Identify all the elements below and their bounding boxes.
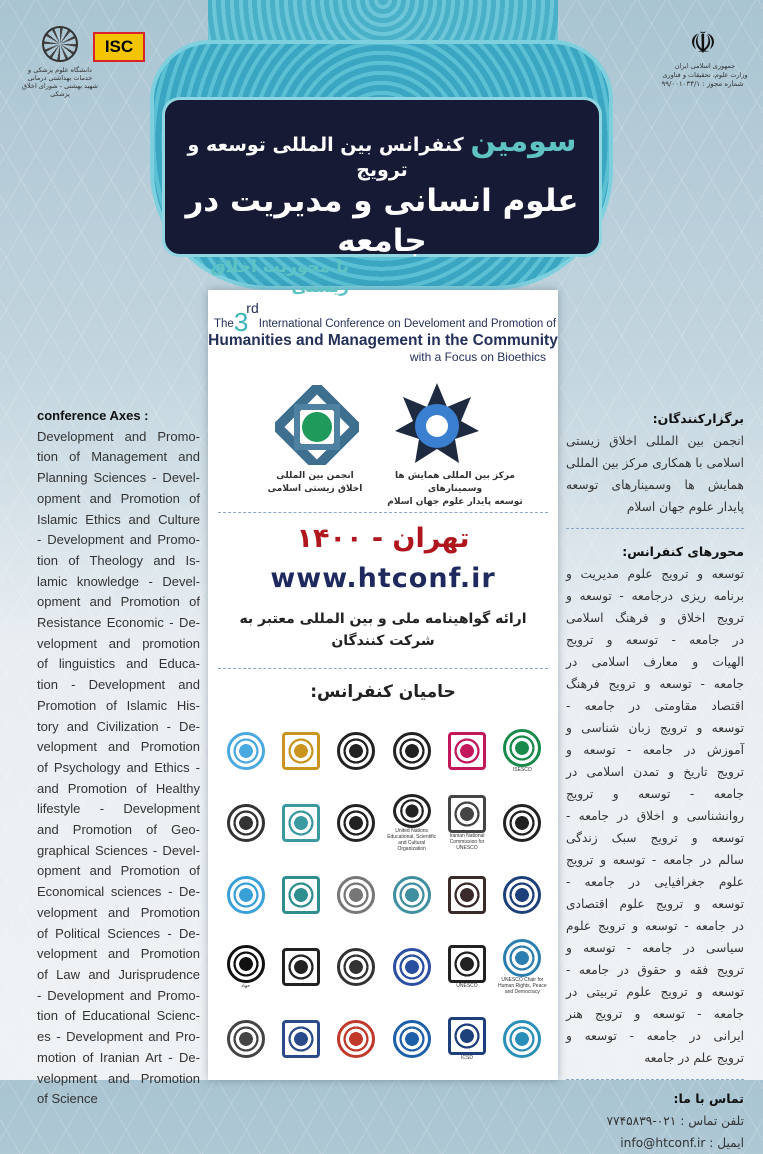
banner-line1: کنفرانس بین المللی توسعه و ترویج <box>187 134 464 181</box>
axes-line-en: velopment and Promotion <box>37 904 200 920</box>
city-year: تهران - ۱۴۰۰ <box>296 523 470 554</box>
sponsor-emblem-icon <box>448 795 486 833</box>
sponsor-logo <box>495 938 550 996</box>
sponsor-emblem-icon <box>227 876 265 914</box>
sponsor-emblem-icon <box>503 729 541 767</box>
sponsor-emblem-icon <box>393 948 431 986</box>
sponsor-emblem-icon <box>503 876 541 914</box>
sponsor-emblem-icon <box>337 732 375 770</box>
sponsor-caption: ICSD <box>461 1055 473 1061</box>
sponsor-logo <box>495 722 550 780</box>
title-prefix: The <box>214 318 234 330</box>
organizers-line: انجمن بین المللی اخلاق زیستی <box>566 434 744 448</box>
sponsor-emblem-icon <box>282 948 320 986</box>
iran-emblem-icon: ☫ <box>689 26 717 61</box>
axes-heading-fa: محورهای کنفرانس: <box>622 544 744 559</box>
sponsor-emblem-icon <box>337 948 375 986</box>
axes-line-fa: ترویج تاریخ و تمدن اسلامی در <box>566 765 744 779</box>
phone-label: تلفن تماس : <box>680 1114 744 1128</box>
sponsor-emblem-icon <box>282 732 320 770</box>
axes-line-fa: الهیات و معارف اسلامی در <box>566 655 744 669</box>
axes-line-fa: روانشناسی و اخلاق در جامعه - <box>566 809 744 823</box>
emblem-caption-2: وزارت علوم، تحقیقات و فناوری <box>662 71 748 79</box>
sponsor-logo <box>329 1010 384 1068</box>
emblem-caption-1: جمهوری اسلامی ایران <box>674 62 736 70</box>
sponsor-emblem-icon <box>227 804 265 842</box>
title-suffix: rd <box>246 300 259 316</box>
axes-line-en: of Science <box>37 1091 98 1107</box>
axes-line-fa: ترویج اخلاق و فرهنگ اسلامی <box>566 611 744 625</box>
english-axes-column <box>37 406 200 1110</box>
axes-line-en: - Development and Promo- <box>37 987 200 1003</box>
title-line1: International Conference on Develoment and Promotion of <box>258 318 557 330</box>
sponsor-logo <box>384 794 439 852</box>
axes-line-en: of linguistics and Educa- <box>37 656 200 672</box>
sponsor-logo <box>439 866 494 924</box>
axes-line-fa: ترویج فقه و حقوق در جامعه - <box>566 963 744 977</box>
axes-line-en: lamic knowledge - Devel- <box>37 573 200 589</box>
axes-line-fa: سالم در جامعه - توسعه و ترویج <box>566 853 744 867</box>
organizer-2-line2: توسعه پایدار علوم جهان اسلام <box>387 497 523 507</box>
axes-line-fa: جامعه - توسعه و ترویج هنر <box>566 1007 744 1021</box>
axes-heading-en: conference Axes : <box>37 408 149 423</box>
phone-row <box>566 1110 744 1132</box>
sponsor-logo <box>218 938 273 996</box>
organizer-1-name <box>250 470 380 496</box>
axes-line-en: Islamic Ethics and Culture <box>37 511 200 527</box>
axes-line-en: of Psychology and Ethics - <box>37 759 200 775</box>
sponsor-logo <box>273 938 328 996</box>
sponsor-caption: ISESCO <box>512 767 532 773</box>
title-number: 3 <box>233 307 249 337</box>
sponsor-emblem-icon <box>282 804 320 842</box>
organizer-2-line1: مرکز بین المللی همایش ها وسمینارهای <box>394 471 515 494</box>
axes-line-fa: ترویج علم در جامعه <box>644 1051 744 1065</box>
persian-info-column <box>566 408 744 1154</box>
sponsor-logo <box>384 722 439 780</box>
axes-line-fa: توسعه و ترویج زبان شناسی و <box>566 721 744 735</box>
axes-line-fa: علوم جغرافیایی در جامعه - <box>566 875 744 889</box>
sponsor-caption: United Nations Educational, Scientific and Cultural Organization <box>387 828 437 852</box>
axes-line-en: of Political Sciences - De- <box>37 925 200 941</box>
sponsor-emblem-icon <box>393 794 431 828</box>
axes-line-en: velopment and Promotion <box>37 1070 200 1086</box>
title-banner <box>162 97 602 297</box>
axes-line-en: and Promotion of Geo- <box>37 822 200 838</box>
divider <box>566 528 744 529</box>
sponsor-logo <box>495 1010 550 1068</box>
sponsor-logo <box>329 866 384 924</box>
sponsor-caption: جهاد <box>241 983 251 989</box>
axes-line-fa: ایرانی در جامعه - توسعه و <box>566 1029 744 1043</box>
sponsor-logo <box>329 938 384 996</box>
sponsor-logo <box>218 722 273 780</box>
axes-line-fa: در جامعه - توسعه و ترویج علوم <box>566 919 744 933</box>
axes-line-fa: برنامه ریزی درجامعه - توسعه و <box>566 589 744 603</box>
axes-line-en: tion - Development and <box>37 677 200 693</box>
axes-line-en: motion of Iranian Art - De- <box>37 1049 200 1065</box>
sponsor-logo <box>273 866 328 924</box>
axes-line-en: es - Development and Pro- <box>37 1029 200 1045</box>
banner-line2: علوم انسانی و مدیریت در جامعه <box>185 183 579 259</box>
sponsor-emblem-icon <box>448 876 486 914</box>
axes-line-fa: جامعه - توسعه و ترویج فرهنگ <box>566 677 744 691</box>
axes-line-fa: توسعه و ترویج علوم مدیریت و <box>566 567 744 581</box>
axes-line-fa: سیاسی در جامعه - توسعه و <box>566 941 744 955</box>
sponsor-caption: UNESCO Chair for Human Rights, Peace and Democracy <box>498 977 547 995</box>
sponsor-logo <box>273 794 328 852</box>
sponsor-emblem-icon <box>503 1020 541 1058</box>
sponsor-logo <box>218 1010 273 1068</box>
email-label: ایمیل : <box>709 1136 744 1150</box>
sponsor-logo <box>329 794 384 852</box>
sponsor-logo <box>439 938 494 996</box>
divider <box>218 668 548 669</box>
sponsor-logo <box>218 794 273 852</box>
sponsor-caption: UNESCO <box>456 983 478 989</box>
axes-line-en: - Development and Promo- <box>37 532 200 548</box>
sponsor-emblem-icon <box>282 876 320 914</box>
sponsor-logo <box>384 1010 439 1068</box>
sponsor-logo <box>273 1010 328 1068</box>
permit-number: شماره مجوز : ۹۹/۰۰۱۰۳۴/۱ <box>661 80 744 88</box>
organizers-line: پایدار علوم جهان اسلام <box>626 500 744 514</box>
tums-logo <box>42 26 78 62</box>
sponsor-logo <box>273 722 328 780</box>
email-address[interactable]: info@htconf.ir <box>620 1136 706 1150</box>
left-logo-caption: دانشگاه علوم پزشکی و خدمات بهداشتی درمانی شهید بهشتی - شورای اخلاق پزشکی <box>22 66 98 98</box>
star-emblem-logo <box>395 383 479 467</box>
sponsor-logo <box>495 794 550 852</box>
axes-line-en: lifestyle - Development <box>37 801 200 817</box>
axes-line-en: opment and Promotion of <box>37 863 200 879</box>
axes-line-en: opment and Promotion of <box>37 594 200 610</box>
sponsor-emblem-icon <box>393 876 431 914</box>
axes-line-en: Promotion of Islamic His- <box>37 697 200 713</box>
axes-line-en: graphical Sciences - Devel- <box>37 842 200 858</box>
axes-line-fa: توسعه و ترویج سبک زندگی <box>566 831 744 845</box>
axes-line-en: tion of Management and <box>37 449 200 465</box>
contact-heading: تماس با ما: <box>673 1091 744 1106</box>
sponsor-emblem-icon <box>337 804 375 842</box>
axes-line-fa: آموزش در جامعه - توسعه و <box>566 743 744 757</box>
sponsor-emblem-icon <box>503 804 541 842</box>
divider <box>218 512 548 513</box>
certificate-line1: ارائه گواهینامه ملی و بین المللی معتبر به <box>239 611 527 627</box>
sponsor-logo <box>495 866 550 924</box>
email-row <box>566 1132 744 1154</box>
title-line2: Humanities and Management in the Community <box>208 332 558 349</box>
sponsor-emblem-icon <box>227 945 265 983</box>
axes-line-en: of Law and Jurisprudence <box>37 966 200 982</box>
sponsor-emblem-icon <box>337 1020 375 1058</box>
axes-line-en: tion of Educational Scienc- <box>37 1008 200 1024</box>
sponsor-emblem-icon <box>227 732 265 770</box>
axes-line-en: tory and Civilization - De- <box>37 718 200 734</box>
banner-highlight: سومین <box>470 124 577 159</box>
axes-line-fa: توسعه و ترویج علوم اقتصادی <box>566 897 744 911</box>
sponsor-emblem-icon <box>448 945 486 983</box>
sponsor-logo <box>384 938 439 996</box>
sponsor-logo <box>384 866 439 924</box>
certificate-line2: شرکت کنندگان <box>331 633 435 649</box>
sponsor-logo <box>329 722 384 780</box>
organizer-1-line2: اخلاق زیستی اسلامی <box>267 484 363 494</box>
axes-line-en: opment and Promotion of <box>37 490 200 506</box>
sponsor-emblem-icon <box>393 1020 431 1058</box>
sponsor-logo <box>439 794 494 852</box>
sponsor-logo <box>439 722 494 780</box>
sponsor-emblem-icon <box>393 732 431 770</box>
axes-line-fa: جامعه - توسعه و ترویج <box>566 787 744 801</box>
axes-line-en: velopment and promotion <box>37 635 200 651</box>
sponsor-emblem-icon <box>448 732 486 770</box>
axes-line-en: Resistance Economic - De- <box>37 615 200 631</box>
axes-line-en: tion of Theology and Is- <box>37 552 200 568</box>
axes-line-fa: اقتصاد مقاومتی در جامعه - <box>566 699 744 713</box>
sponsors-heading: حامیان کنفرانس: <box>310 682 456 702</box>
axes-line-en: Development and Promo- <box>37 428 200 444</box>
english-title <box>208 300 558 364</box>
axes-line-fa: توسعه و ترویج علوم تربیتی در <box>566 985 744 999</box>
certificate-note <box>208 608 558 652</box>
organizer-2-name <box>370 470 540 509</box>
sponsor-logo <box>218 866 273 924</box>
axes-line-fa: در جامعه - توسعه و ترویج <box>566 633 744 647</box>
axes-line-en: Economical sciences - De- <box>37 884 200 900</box>
organizers-line: همایش ها وسمینارهای توسعه <box>566 478 744 492</box>
phone-number[interactable]: ۰۲۱-۷۷۴۵۸۳۹ <box>606 1114 677 1128</box>
knot-emblem-logo <box>275 385 359 465</box>
sponsor-emblem-icon <box>282 1020 320 1058</box>
axes-line-en: velopment and Promotion <box>37 739 200 755</box>
sponsor-emblem-icon <box>503 939 541 977</box>
isc-logo: ISC <box>93 32 145 62</box>
website-link[interactable]: www.htconf.ir <box>270 563 496 594</box>
organizers-line: اسلامی با همکاری مرکز بین المللی <box>566 456 744 470</box>
sponsor-logo <box>439 1010 494 1068</box>
axes-line-en: Planning Sciences - Devel- <box>37 470 200 486</box>
organizer-1-line1: انجمن بین المللی <box>276 471 354 481</box>
organizers-heading: برگزارکنندگان: <box>652 411 744 426</box>
banner-line3: با محوریت اخلاق زیستی <box>210 257 349 297</box>
sponsor-emblem-icon <box>448 1017 486 1055</box>
sponsors-grid <box>218 722 550 1068</box>
sponsor-caption: Iranian National Commission for UNESCO <box>449 833 485 851</box>
sponsor-emblem-icon <box>227 1020 265 1058</box>
axes-line-en: and Promotion of Healthy <box>37 780 200 796</box>
axes-line-en: velopment and Promotion <box>37 946 200 962</box>
title-line3: with a Focus on Bioethics <box>409 350 546 364</box>
sponsor-emblem-icon <box>337 876 375 914</box>
